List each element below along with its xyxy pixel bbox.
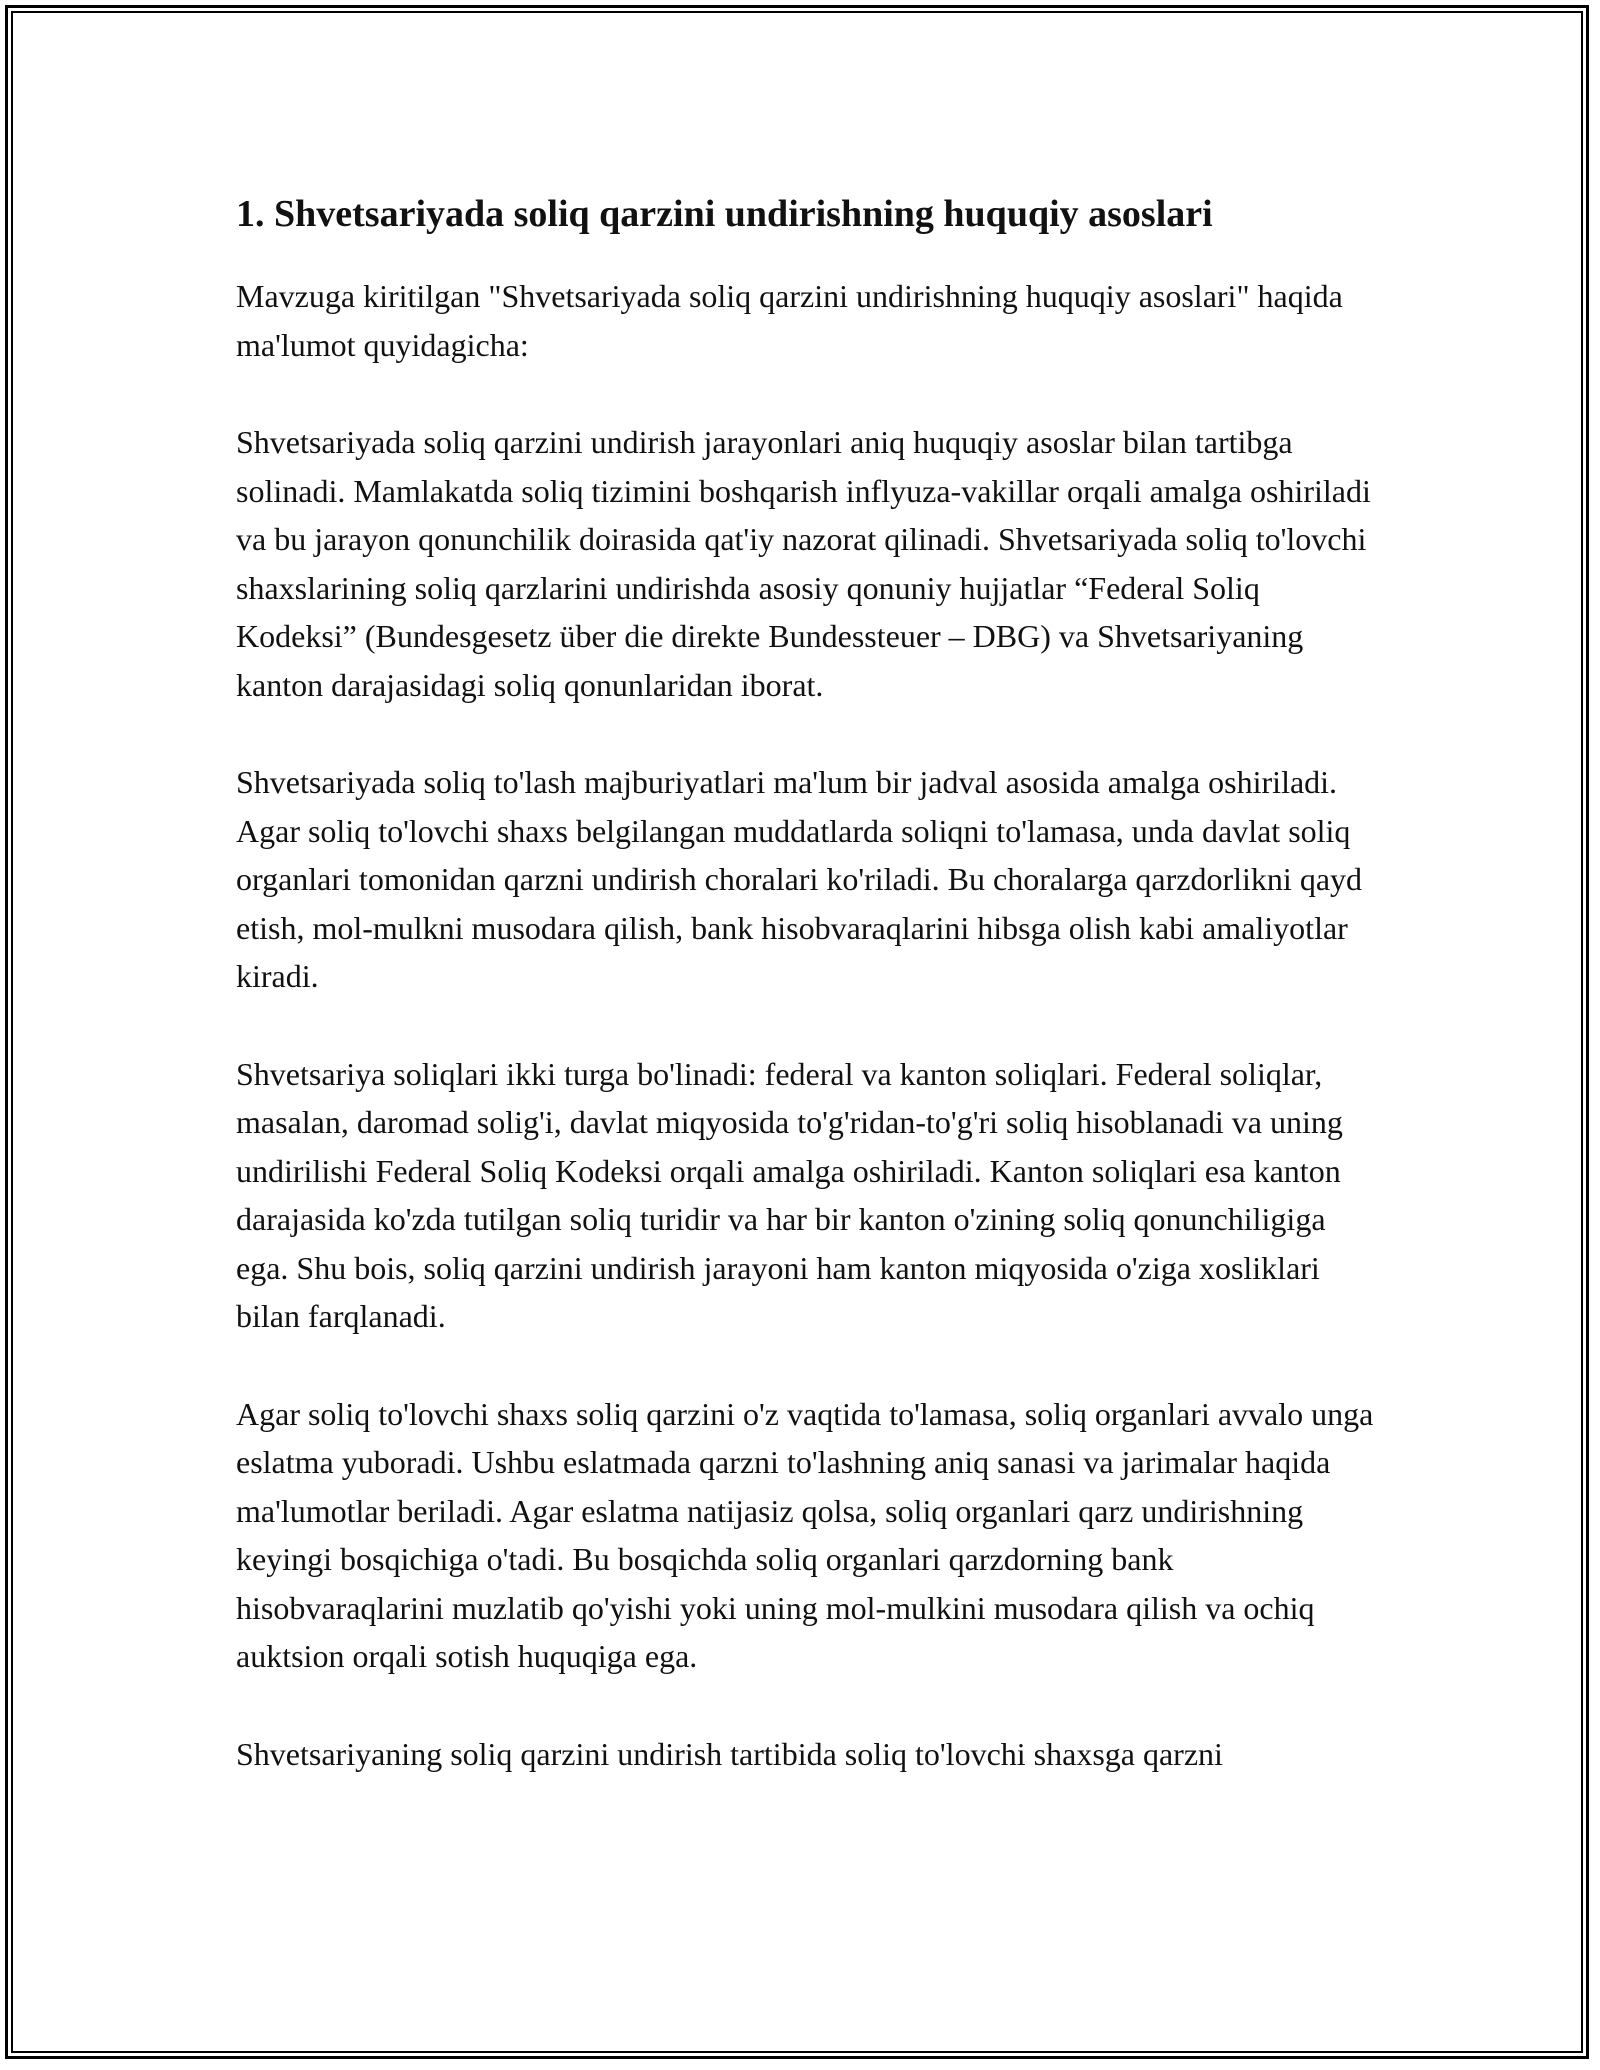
document-body xyxy=(236,186,1376,1827)
paragraph-payment-obligations: Shvetsariyada soliq to'lash majburiyatlari ma'lum bir jadval asosida amalga oshiriladi. Agar soliq to'lovchi shaxs belgilangan muddatlarda soliqni to'lamasa, unda davlat soliq organlari tomonidan qarzni undirish choralari ko'riladi. Bu choralarga qarzdorlikni qayd etish, mol-mulkni musodara qilish, bank hisobvaraqlarini hibsga olish kabi amaliyotlar kiradi. xyxy=(236,764,1363,994)
section-heading: 1. Shvetsariyada soliq qarzini undirishning huquqiy asoslari xyxy=(236,193,1213,235)
paragraph-continuation: Shvetsariyaning soliq qarzini undirish tartibida soliq to'lovchi shaxsga qarzni xyxy=(236,1735,1223,1772)
paragraph-legal-basis: Shvetsariyada soliq qarzini undirish jarayonlari aniq huquqiy asoslar bilan tartibga solinadi. Mamlakatda soliq tizimini boshqarish inflyuza-vakillar orqali amalga oshiriladi va bu jarayon qonunchilik doirasida qat'iy nazorat qilinadi. Shvetsariyada soliq to'lovchi shaxslarining soliq qarzlarini undirishda asosiy qonuniy hujjatlar “Federal Soliq Kodeksi” (Bundesgesetz über die direkte Bundessteuer – DBG) va Shvetsariyaning kanton darajasidagi soliq qonunlaridan iborat. xyxy=(236,424,1371,703)
paragraph-intro: Mavzuga kiritilgan "Shvetsariyada soliq qarzini undirishning huquqiy asoslari" haqida ma'lumot quyidagicha: xyxy=(236,278,1343,363)
paragraph-collection-steps: Agar soliq to'lovchi shaxs soliq qarzini o'z vaqtida to'lamasa, soliq organlari avvalo unga eslatma yuboradi. Ushbu eslatmada qarzni to'lashning aniq sanasi va jarimalar haqida ma'lumotlar beriladi. Agar eslatma natijasiz qolsa, soliq organlari qarz undirishning keyingi bosqichiga o'tadi. Bu bosqichda soliq organlari qarzdorning bank hisobvaraqlarini muzlatib qo'yishi yoki uning mol-mulkini musodara qilish va ochiq auktsion orqali sotish huquqiga ega. xyxy=(236,1395,1374,1674)
paragraph-tax-types: Shvetsariya soliqlari ikki turga bo'linadi: federal va kanton soliqlari. Federal soliqlar, masalan, daromad solig'i, davlat miqyosida to'g'ridan-to'g'ri soliq hisoblanadi va uning undirilishi Federal Soliq Kodeksi orqali amalga oshiriladi. Kanton soliqlari esa kanton darajasida ko'zda tutilgan soliq turidir va har bir kanton o'zining soliq qonunchiligiga ega. Shu bois, soliq qarzini undirish jarayoni ham kanton miqyosida o'ziga xosliklari bilan farqlanadi. xyxy=(236,1055,1343,1334)
